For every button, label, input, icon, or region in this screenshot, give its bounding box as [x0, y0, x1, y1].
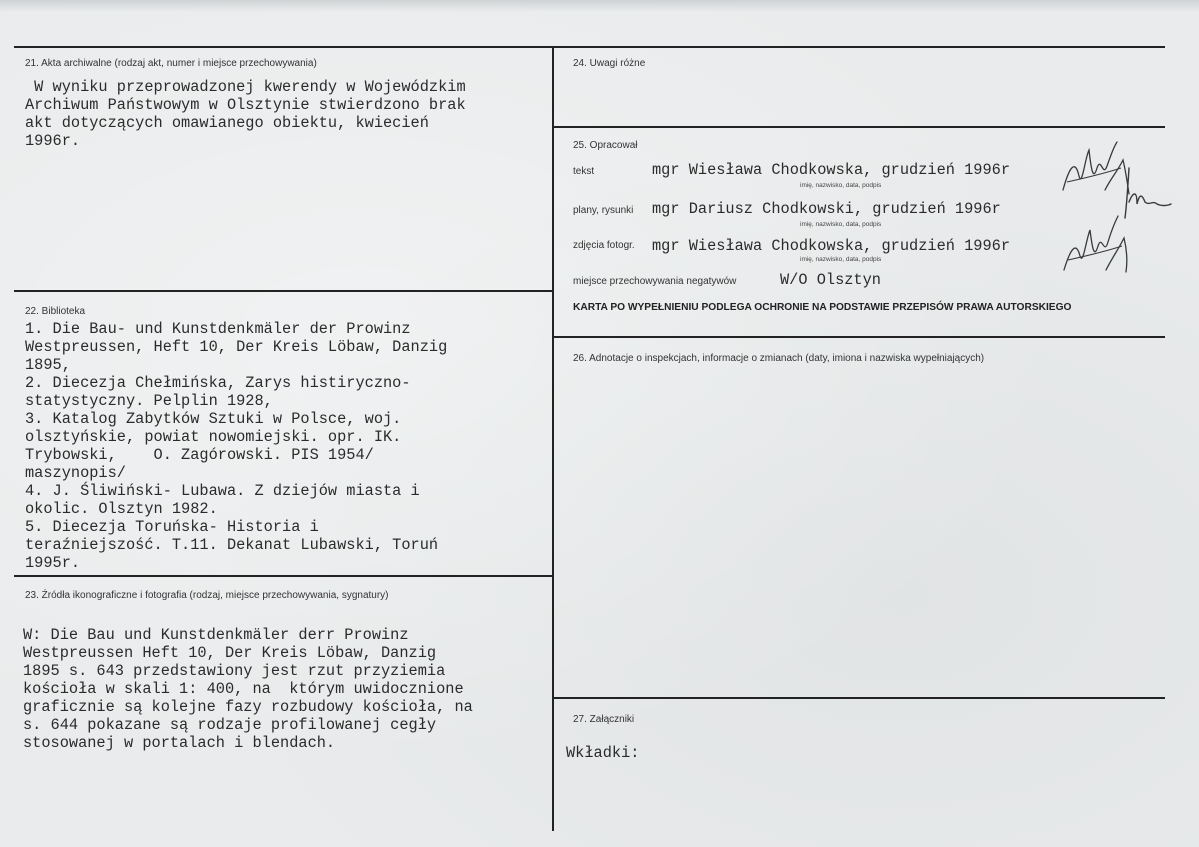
section-27-label: 27. Załączniki [573, 714, 635, 725]
signature-photos [1058, 210, 1134, 278]
section-22-label: 22. Biblioteka [25, 306, 86, 317]
rule-22 [14, 290, 554, 292]
rule-25 [552, 126, 1165, 128]
section-24-label: 24. Uwagi różne [573, 58, 646, 69]
negatives-label: miejsce przechowywania negatywów [573, 276, 737, 287]
section-27-text: Wkładki: [566, 744, 640, 762]
section-22-text: 1. Die Bau- und Kunstdenkmäler der Prowinz Westpreussen, Heft 10, Der Kreis Löbaw, Danzig 1895, 2. Diecezja Chełmińska, Zarys histiryczno- statystyczny. Pelplin 1928, 3. Katalog Zabytków Sztuki w Polsce, woj. olsztyńskie, powiat nowomiejski. opr. IK. Trybowski, O. Zagórowski. PIS 1954/ maszynopis/ 4. J. Śliwiński- Lubawa. Z dziejów miasta i okolic. Olsztyn 1982. 5. Diecezja Toruńska- Historia i teraźniejszość. T.11. Dekanat Lubawski, Toruń 1995r. [25, 320, 448, 572]
rule-23 [14, 575, 554, 577]
section-23-label: 23. Źródła ikonograficzne i fotografia (rodzaj, miejsce przechowywania, sygnatury) [25, 590, 389, 601]
row-label-text: tekst [573, 166, 595, 177]
row-label-plans: plany, rysunki [573, 205, 634, 216]
section-21-text: W wyniku przeprowadzonej kwerendy w Wojewódzkim Archiwum Państwowym w Olsztynie stwierdzono brak akt dotyczących omawianego obiektu, kwiecień 1996r. [25, 78, 466, 150]
row-value-photos: mgr Wiesława Chodkowska, grudzień 1996r [652, 237, 1011, 255]
top-rule [14, 46, 1165, 48]
rule-26 [552, 336, 1165, 338]
negatives-value: W/O Olsztyn [780, 271, 881, 289]
row-hint-plans: imię, nazwisko, data, podpis [800, 221, 882, 228]
section-25-label: 25. Opracował [573, 140, 638, 151]
section-23-text: W: Die Bau und Kunstdenkmäler derr Prowinz Westpreussen Heft 10, Der Kreis Löbaw, Danzig 1895 s. 643 przedstawiony jest rzut przyziemia kościoła w skali 1: 400, na którym uwidocznione graficznie są kolejne fazy rozbudowy kościoła, na s. 644 pokazane są rodzaje profilowanej cegły stosowanej w portalach i blendach. [23, 626, 473, 752]
rule-27 [552, 697, 1165, 699]
top-edge-wear [0, 0, 1199, 12]
center-divider [552, 46, 554, 831]
row-hint-photos: imię, nazwisko, data, podpis [800, 256, 882, 263]
section-26-label: 26. Adnotacje o inspekcjach, informacje o zmianach (daty, imiona i nazwiska wypełniających) [573, 353, 985, 364]
row-hint-text: imię, nazwisko, data, podpis [800, 182, 882, 189]
copyright-notice: KARTA PO WYPEŁNIENIU PODLEGA OCHRONIE NA PODSTAWIE PRZEPISÓW PRAWA AUTORSKIEGO [573, 302, 1072, 313]
section-21-label: 21. Akta archiwalne (rodzaj akt, numer i miejsce przechowywania) [25, 58, 317, 69]
row-value-plans: mgr Dariusz Chodkowski, grudzień 1996r [652, 200, 1001, 218]
row-value-text: mgr Wiesława Chodkowska, grudzień 1996r [652, 161, 1011, 179]
row-label-photos: zdjęcia fotogr. [573, 240, 635, 251]
